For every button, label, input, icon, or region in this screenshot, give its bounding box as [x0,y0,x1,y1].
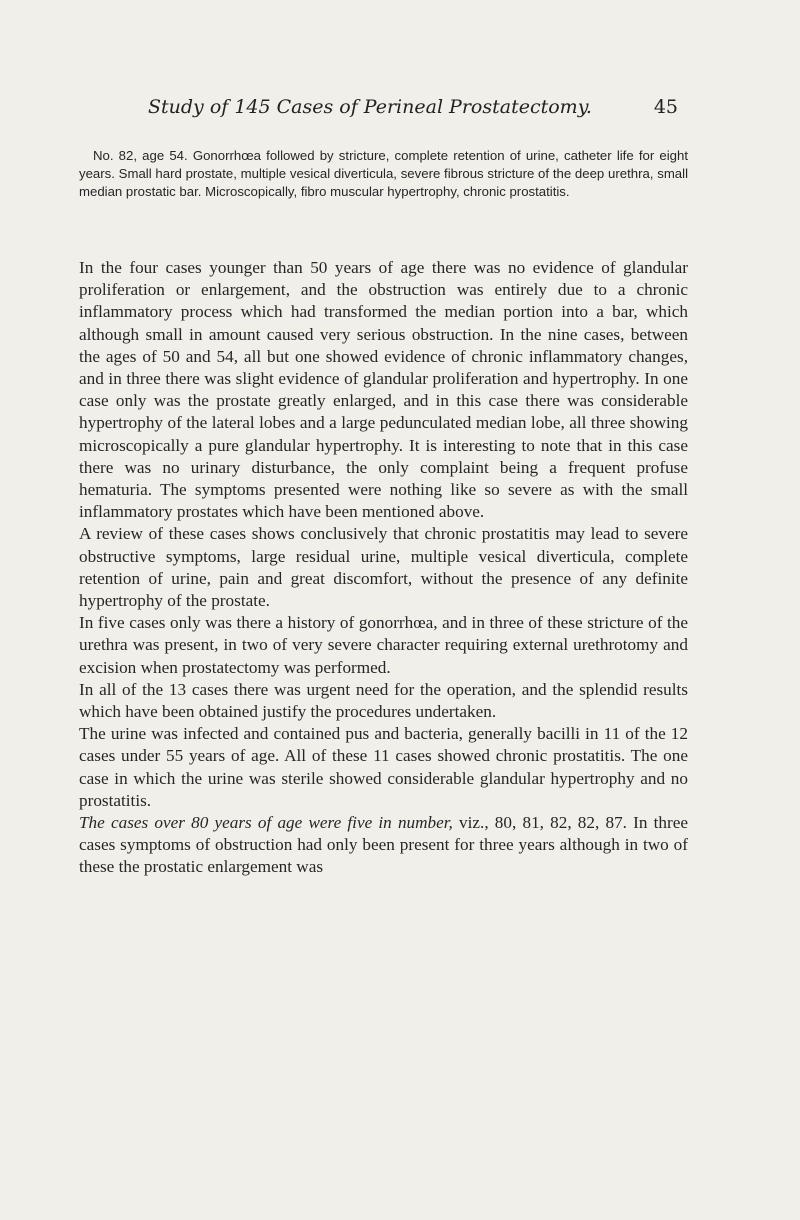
paragraph: A review of these cases shows conclusively that chronic prostatitis may lead to severe obstructive symptoms, large residual urine, multiple vesical diverticula, complete retention of urine, pain and great discomfort, without the presence of any definite hypertrophy of the prostate. [79,524,688,611]
case-note: No. 82, age 54. Gonorrhœa followed by stricture, complete retention of urine, catheter life for eight years. Small hard prostate, multiple vesical diverticula, severe fibrous stricture of the deep urethra, small median prostatic bar. Microscopically, fibro muscular hypertrophy, chronic prostatitis. [79,148,688,199]
paragraph: In five cases only was there a history of gonorrhœa, and in three of these stricture of the urethra was present, in two of very severe character requiring external urethrotomy and excision when prostatectomy was performed. [79,613,688,677]
paragraph: In all of the 13 cases there was urgent need for the operation, and the splendid results which have been obtained justify the procedures undertaken. [79,679,688,722]
paragraph: In the four cases younger than 50 years of age there was no evidence of glandular proliferation or enlargement, and the obstruction was entirely due to a chronic inflammatory process which had transformed the median portion into a bar, which although small in amount caused very serious obstruction. In the nine cases, between the ages of 50 and 54, all but one showed evidence of chronic inflammatory changes, and in three there was slight evidence of glandular proliferation and hypertrophy. In one case only was the prostate greatly enlarged, and in this case there was considerable hypertrophy of the lateral lobes and a large pedunculated median lobe, all three showing microscopically a pure glandular hypertrophy. It is interesting to note that in this case there was no urinary disturbance, the only complaint being a frequent profuse hematuria. The symptoms presented were nothing like so severe as with the small inflammatory prostates which have been mentioned above. [79,258,688,522]
paragraph: The urine was infected and contained pus and bacteria, generally bacilli in 11 of the 12 cases under 55 years of age. All of these 11 cases showed chronic prostatitis. The one case in which the urine was sterile showed considerable glandular hypertrophy and no prostatitis. [79,724,688,810]
italic-lead: The cases over 80 years of age were five in number, [79,813,453,833]
body-text [79,257,688,879]
paragraph-last [79,812,688,879]
running-header [148,96,678,122]
paragraph-continuation: viz., 80, 81, 82, 82, 87. In three cases symptoms of obstruction had only been present for three years although in two of these the prostatic enlargement was [79,813,688,877]
running-title: Study of 145 Cases of Perineal Prostatectomy. [148,96,592,118]
page-number: 45 [653,96,678,118]
